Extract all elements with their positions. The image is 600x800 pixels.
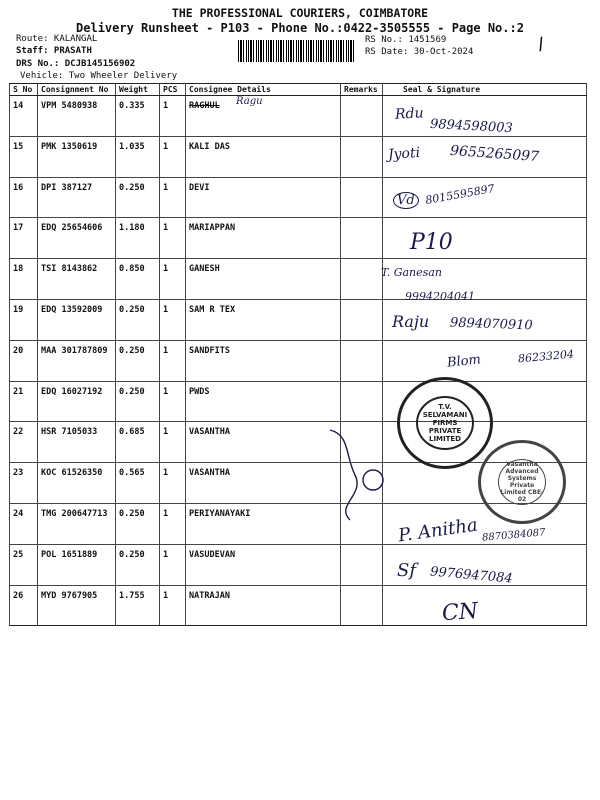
company-seal-stamp <box>397 377 493 469</box>
cell-consignee: RAGHUL <box>186 96 341 137</box>
cell-sno: 20 <box>10 340 38 381</box>
phone-row18: 9994204041 <box>405 290 475 303</box>
cell-weight: 0.565 <box>116 463 160 504</box>
cell-consignment: POL 1651889 <box>38 544 116 585</box>
cell-remarks <box>341 136 383 177</box>
cell-weight: 0.850 <box>116 259 160 300</box>
cell-consignee: GANESH <box>186 259 341 300</box>
cell-consignee: SAM R TEX <box>186 299 341 340</box>
pen-mark: / <box>533 32 549 55</box>
phone-row20: 86233204 <box>517 347 575 366</box>
signature-row26: CN <box>441 598 479 627</box>
cell-weight: 0.335 <box>116 96 160 137</box>
signature-row14: Rdu <box>394 105 424 123</box>
rs-date: RS Date: 30-Oct-2024 <box>365 47 474 57</box>
signature-row18: T. Ganesan <box>381 266 442 279</box>
vehicle-info: Vehicle: Two Wheeler Delivery <box>20 71 178 81</box>
cell-consignment: PMK 1350619 <box>38 136 116 177</box>
barcode <box>238 40 356 62</box>
cell-sno: 25 <box>10 544 38 585</box>
cell-remarks <box>341 340 383 381</box>
cell-consignment: TSI 8143862 <box>38 259 116 300</box>
col-remarks: Remarks <box>341 84 383 96</box>
cell-consignment: EDQ 16027192 <box>38 381 116 422</box>
table-header-row <box>10 84 587 96</box>
phone-row16: 8015595897 <box>424 182 496 207</box>
cell-weight: 1.180 <box>116 218 160 259</box>
signature-row25: Sf <box>397 560 416 581</box>
drs-info: DRS No.: DCJB145156902 <box>16 59 136 69</box>
cell-pcs: 1 <box>160 463 186 504</box>
cell-remarks <box>341 177 383 218</box>
company-seal-stamp-2 <box>478 440 566 524</box>
staff-info: Staff: PRASATH <box>16 46 92 56</box>
cell-sno: 16 <box>10 177 38 218</box>
cell-consignee: MARIAPPAN <box>186 218 341 259</box>
cell-consignee: KALI DAS <box>186 136 341 177</box>
cell-weight: 0.250 <box>116 503 160 544</box>
runsheet-title: Delivery Runsheet - P103 - Phone No.:0422-3505555 - Page No.:2 <box>76 21 524 35</box>
cell-sno: 15 <box>10 136 38 177</box>
cell-consignee: VASANTHA <box>186 422 341 463</box>
handwritten-name-row14: Ragu <box>236 96 263 107</box>
cell-pcs: 1 <box>160 96 186 137</box>
cell-weight: 0.250 <box>116 177 160 218</box>
phone-row24: 8870384087 <box>481 527 546 544</box>
company-title: THE PROFESSIONAL COURIERS, COIMBATORE <box>171 6 429 20</box>
col-consignee: Consignee Details <box>186 84 341 96</box>
signature-row17: P10 <box>410 230 453 255</box>
cell-remarks <box>341 544 383 585</box>
col-pcs: PCS <box>160 84 186 96</box>
cell-remarks <box>341 585 383 626</box>
cell-remarks <box>341 381 383 422</box>
signature-row16: Vd <box>393 192 419 209</box>
cell-pcs: 1 <box>160 381 186 422</box>
cell-weight: 1.035 <box>116 136 160 177</box>
cell-consignment: MAA 301787809 <box>38 340 116 381</box>
cell-pcs: 1 <box>160 177 186 218</box>
table-row <box>10 177 587 218</box>
rs-number: RS No.: 1451569 <box>365 35 447 45</box>
cell-pcs: 1 <box>160 218 186 259</box>
phone-row19: 9894070910 <box>449 315 533 334</box>
cell-consignee: DEVI <box>186 177 341 218</box>
cell-weight: 0.250 <box>116 544 160 585</box>
cell-consignee: PERIYANAYAKI <box>186 503 341 544</box>
cell-consignment: MYD 9767905 <box>38 585 116 626</box>
cell-sno: 24 <box>10 503 38 544</box>
cell-sno: 21 <box>10 381 38 422</box>
cell-sno: 17 <box>10 218 38 259</box>
route-info: Route: KALANGAL <box>16 34 98 44</box>
cell-pcs: 1 <box>160 136 186 177</box>
cell-remarks <box>341 96 383 137</box>
cell-signature <box>383 585 587 626</box>
cell-sno: 18 <box>10 259 38 300</box>
cell-consignee: VASANTHA <box>186 463 341 504</box>
cell-sno: 26 <box>10 585 38 626</box>
signature-row15: Jyoti <box>387 144 421 164</box>
delivery-table <box>9 83 587 626</box>
col-weight: Weight <box>116 84 160 96</box>
cell-sno: 14 <box>10 96 38 137</box>
cell-consignee: VASUDEVAN <box>186 544 341 585</box>
signature-scribble <box>325 425 395 525</box>
cell-weight: 0.250 <box>116 340 160 381</box>
phone-row14: 9894598003 <box>429 116 514 137</box>
cell-consignment: TMG 200647713 <box>38 503 116 544</box>
cell-consignment: EDQ 25654606 <box>38 218 116 259</box>
cell-remarks <box>341 259 383 300</box>
phone-row25: 9976947084 <box>429 564 514 587</box>
cell-remarks <box>341 218 383 259</box>
cell-consignment: KOC 61526350 <box>38 463 116 504</box>
cell-pcs: 1 <box>160 544 186 585</box>
table-row <box>10 381 587 422</box>
col-consignment: Consignment No <box>38 84 116 96</box>
table-row <box>10 585 587 626</box>
cell-pcs: 1 <box>160 503 186 544</box>
table-row <box>10 218 587 259</box>
signature-row19: Raju <box>392 312 430 331</box>
cell-pcs: 1 <box>160 340 186 381</box>
signature-row20: Blom <box>446 352 482 371</box>
cell-sno: 19 <box>10 299 38 340</box>
cell-weight: 0.250 <box>116 381 160 422</box>
cell-weight: 0.685 <box>116 422 160 463</box>
cell-consignee: NATRAJAN <box>186 585 341 626</box>
cell-consignee: SANDFITS <box>186 340 341 381</box>
table-row <box>10 340 587 381</box>
col-signature: Seal & Signature <box>383 84 587 96</box>
cell-weight: 1.755 <box>116 585 160 626</box>
table-row <box>10 259 587 300</box>
cell-remarks <box>341 299 383 340</box>
cell-pcs: 1 <box>160 422 186 463</box>
stamp-text: T.V. SELVAMANI FIRMS PRIVATE LIMITED <box>416 396 474 450</box>
signature-row24: P. Anitha <box>396 514 479 547</box>
cell-sno: 22 <box>10 422 38 463</box>
col-sno: S No <box>10 84 38 96</box>
cell-consignee: PWDS <box>186 381 341 422</box>
cell-consignment: VPM 5480938 <box>38 96 116 137</box>
cell-consignment: HSR 7105033 <box>38 422 116 463</box>
cell-consignment: EDQ 13592009 <box>38 299 116 340</box>
cell-sno: 23 <box>10 463 38 504</box>
cell-pcs: 1 <box>160 585 186 626</box>
phone-row15: 9655265097 <box>449 142 540 166</box>
cell-pcs: 1 <box>160 259 186 300</box>
cell-pcs: 1 <box>160 299 186 340</box>
cell-weight: 0.250 <box>116 299 160 340</box>
stamp-text-2: Vasantha Advanced Systems Private Limited CBE-02 <box>498 459 546 505</box>
cell-consignment: DPI 387127 <box>38 177 116 218</box>
